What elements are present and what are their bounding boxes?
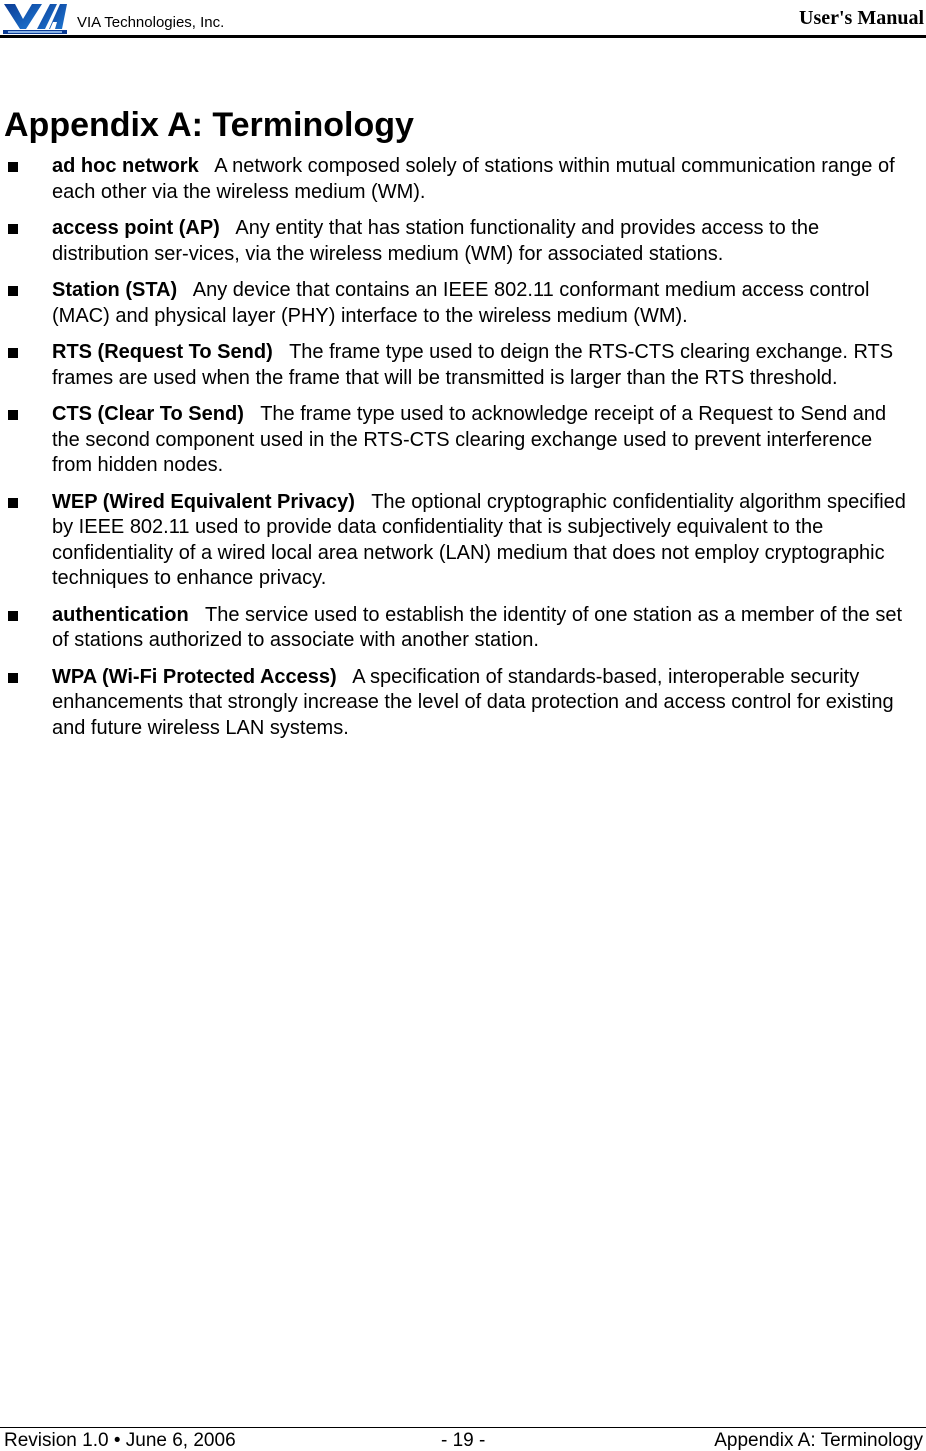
term-name: CTS (Clear To Send) [52,403,244,425]
via-logo-icon [2,1,68,35]
term-definition: The service used to establish the identity of one station as a member of the set of stations authorized to associate with another station. [52,603,903,651]
term-name: RTS (Request To Send) [52,341,273,363]
terminology-list [0,154,926,752]
term-access-point [0,216,926,267]
term-station [0,278,926,329]
term-name: WPA (Wi-Fi Protected Access) [52,665,337,688]
square-bullet-icon [8,611,18,621]
term-name: access point (AP) [52,217,220,239]
page-title: Appendix A: Terminology [4,106,414,144]
square-bullet-icon [8,162,18,172]
term-wep [0,490,926,592]
term-definition: A network composed solely of stations within mutual communication range of each other via the wireless medium (WM). [52,155,895,203]
term-definition: A specification of standards-based, interoperable security enhancements that strongly increase the level of data protection and access control for existing and future wireless LAN systems. [52,665,894,739]
term-cts [0,402,926,479]
square-bullet-icon [8,673,18,683]
term-name: WEP (Wired Equivalent Privacy) [52,490,355,513]
square-bullet-icon [8,224,18,234]
square-bullet-icon [8,348,18,358]
square-bullet-icon [8,498,18,508]
term-definition: Any entity that has station functionality and provides access to the distribution ser-vices, via the wireless medium (WM) for associated stations. [52,217,820,265]
term-ad-hoc-network [0,154,926,205]
term-rts [0,340,926,391]
term-definition: The optional cryptographic confidentiality algorithm specified by IEEE 802.11 used to provide data confidentiality that is subjectively equivalent to the confidentiality of a wired local area network (LAN) medium that does not employ cryptographic techniques to enhance privacy. [52,490,906,589]
term-name: ad hoc network [52,155,199,177]
term-definition: The frame type used to deign the RTS-CTS clearing exchange. RTS frames are used when the frame that will be transmitted is larger than the RTS threshold. [52,341,894,389]
footer-divider [0,1427,926,1428]
term-wpa [0,665,926,742]
square-bullet-icon [8,410,18,420]
term-definition: The frame type used to acknowledge receipt of a Request to Send and the second component used in the RTS-CTS clearing exchange used to prevent interference from hidden nodes. [52,403,887,476]
term-definition: Any device that contains an IEEE 802.11 conformant medium access control (MAC) and physical layer (PHY) interface to the wireless medium (WM). [52,279,870,327]
footer-page-number: - 19 - [441,1430,486,1451]
footer-revision: Revision 1.0 • June 6, 2006 [4,1430,236,1451]
header-divider [0,35,926,38]
page-header [0,0,926,38]
term-authentication [0,603,926,654]
footer-section: Appendix A: Terminology [714,1430,923,1451]
manual-title: User's Manual [799,7,924,29]
square-bullet-icon [8,286,18,296]
company-name: VIA Technologies, Inc. [77,14,225,31]
term-name: authentication [52,603,189,626]
term-name: Station (STA) [52,279,178,301]
